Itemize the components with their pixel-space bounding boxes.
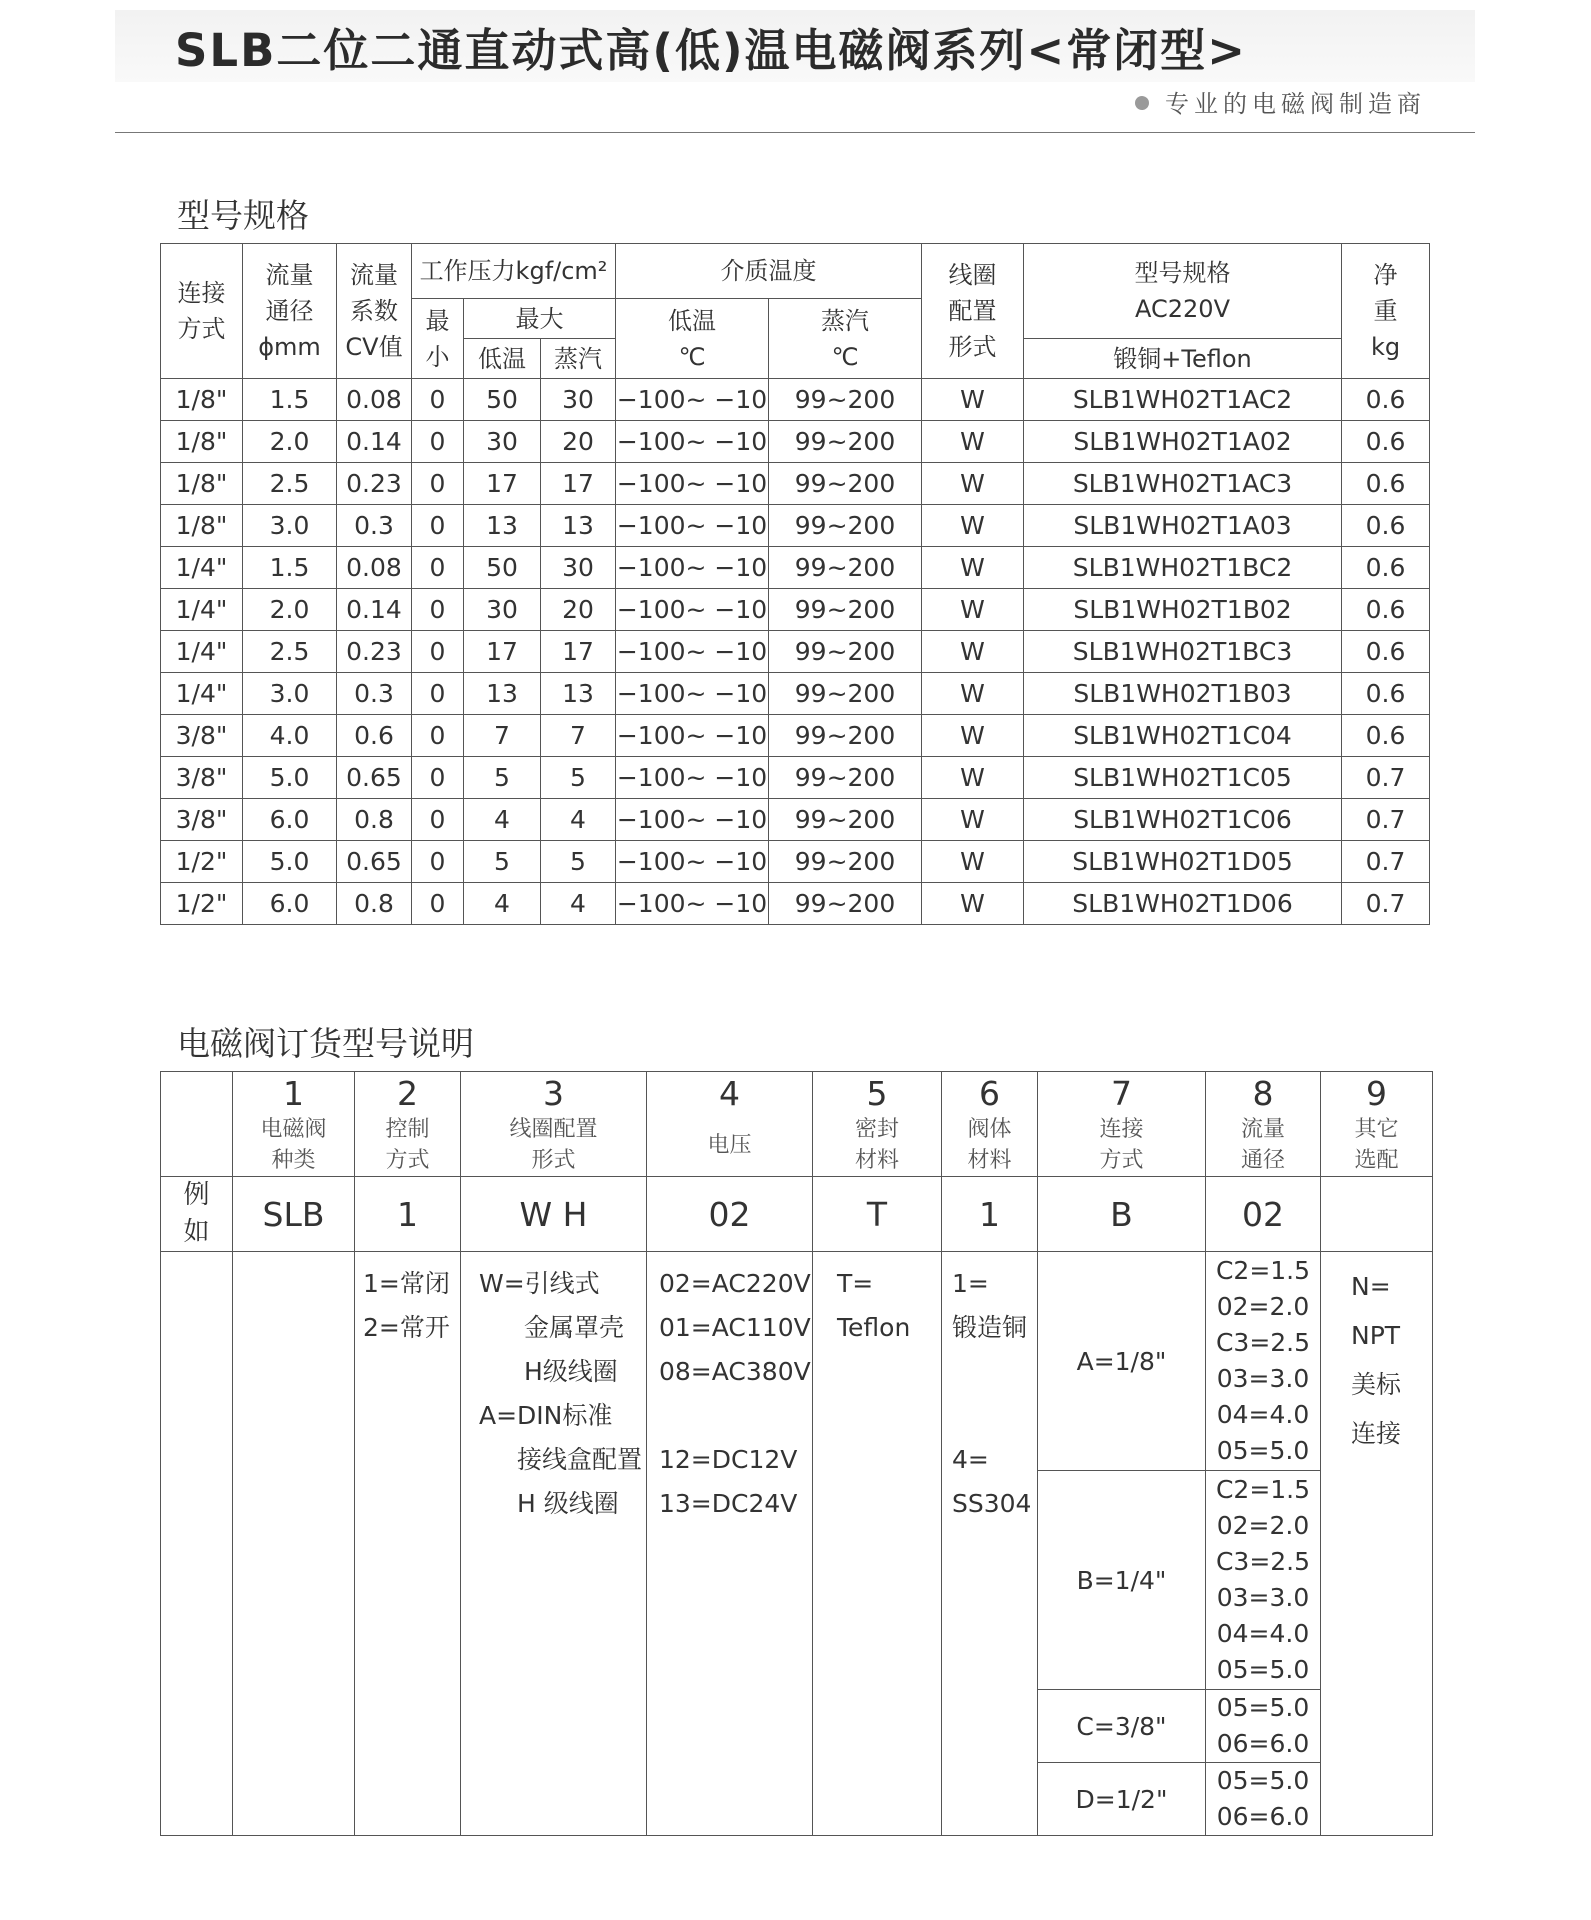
spec-cell: 50 — [464, 379, 541, 421]
spec-row — [161, 505, 1430, 547]
spec-cell: −100~ −10 — [616, 463, 769, 505]
spec-cell: 0.6 — [1342, 421, 1430, 463]
spec-cell: W — [922, 631, 1024, 673]
voltage-options: 02=AC220V 01=AC110V 08=AC380V 12=DC12V 13=DC24V — [647, 1252, 813, 1836]
spec-cell: 30 — [464, 421, 541, 463]
col-header-pressure-max: 最大 — [464, 299, 616, 339]
spec-cell: 0.6 — [1342, 673, 1430, 715]
spec-cell: 0 — [412, 841, 464, 883]
col-label: 密封 材料 — [813, 1114, 942, 1177]
col-header-pressure-min: 最小 — [412, 299, 464, 379]
example-label: 例 如 — [161, 1177, 233, 1252]
col-number: 1 — [233, 1072, 355, 1115]
col-label: 阀体 材料 — [942, 1114, 1038, 1177]
spec-cell: 99~200 — [769, 547, 922, 589]
spec-cell: 7 — [541, 715, 616, 757]
spec-cell: W — [922, 547, 1024, 589]
col-header-temp-steam: 蒸汽 ℃ — [769, 299, 922, 379]
col-header-model: 型号规格 AC220V — [1024, 244, 1342, 339]
spec-row — [161, 379, 1430, 421]
spec-cell: 2.0 — [243, 589, 337, 631]
spec-cell: 99~200 — [769, 757, 922, 799]
spec-cell: −100~ −10 — [616, 379, 769, 421]
example-value: 02 — [1206, 1177, 1321, 1252]
col-label: 其它 选配 — [1321, 1114, 1433, 1177]
col-header-model-material: 锻铜+Teflon — [1024, 339, 1342, 379]
spec-cell: 4 — [464, 883, 541, 925]
spec-row — [161, 841, 1430, 883]
col-header-coil: 线圈配置形式 — [922, 244, 1024, 379]
col-number: 9 — [1321, 1072, 1433, 1115]
type-options — [233, 1252, 355, 1836]
flow-options: C2=1.5 02=2.0 C3=2.5 03=3.0 04=4.0 05=5.0 — [1206, 1252, 1321, 1471]
coil-options: W=引线式 金属罩壳 H级线圈 A=DIN标准 接线盒配置 H 级线圈 — [461, 1252, 647, 1836]
spec-cell: 13 — [464, 505, 541, 547]
spec-cell: 3/8" — [161, 715, 243, 757]
spec-cell: 30 — [464, 589, 541, 631]
spec-cell: 5 — [541, 757, 616, 799]
spec-cell: 0 — [412, 505, 464, 547]
spec-cell: −100~ −10 — [616, 421, 769, 463]
col-number: 4 — [647, 1072, 813, 1115]
spec-cell: 17 — [464, 463, 541, 505]
spec-cell: W — [922, 673, 1024, 715]
spec-cell: 0.3 — [337, 505, 412, 547]
spec-cell: 99~200 — [769, 505, 922, 547]
spec-cell: 0.08 — [337, 379, 412, 421]
spec-cell: 50 — [464, 547, 541, 589]
example-value: T — [813, 1177, 942, 1252]
spec-cell: 99~200 — [769, 631, 922, 673]
spec-cell: SLB1WH02T1BC2 — [1024, 547, 1342, 589]
spec-cell: 17 — [541, 631, 616, 673]
spec-cell: −100~ −10 — [616, 715, 769, 757]
spec-cell: 4 — [541, 883, 616, 925]
spec-row — [161, 631, 1430, 673]
col-number: 3 — [461, 1072, 647, 1115]
col-number: 5 — [813, 1072, 942, 1115]
connection-option: D=1/2" — [1038, 1763, 1206, 1836]
spec-cell: 0.08 — [337, 547, 412, 589]
col-header-temp-low: 低温 ℃ — [616, 299, 769, 379]
flow-options: C2=1.5 02=2.0 C3=2.5 03=3.0 04=4.0 05=5.0 — [1206, 1471, 1321, 1690]
spec-cell: −100~ −10 — [616, 841, 769, 883]
spec-cell: 0.23 — [337, 463, 412, 505]
spec-cell: 3/8" — [161, 799, 243, 841]
spec-cell: 5.0 — [243, 841, 337, 883]
spec-cell: SLB1WH02T1AC3 — [1024, 463, 1342, 505]
example-value: W H — [461, 1177, 647, 1252]
spec-cell: −100~ −10 — [616, 589, 769, 631]
connection-option: A=1/8" — [1038, 1252, 1206, 1471]
spec-cell: 30 — [541, 379, 616, 421]
spec-cell: 0 — [412, 589, 464, 631]
spec-cell: 1/4" — [161, 673, 243, 715]
spec-cell: 0 — [412, 715, 464, 757]
spec-cell: 2.5 — [243, 463, 337, 505]
col-header-weight: 净重 kg — [1342, 244, 1430, 379]
col-number: 6 — [942, 1072, 1038, 1115]
col-header-flow-diameter: 流量通径 ϕmm — [243, 244, 337, 379]
col-label: 流量 通径 — [1206, 1114, 1321, 1177]
spec-cell: 0.7 — [1342, 883, 1430, 925]
spec-cell: −100~ −10 — [616, 631, 769, 673]
spec-cell: 99~200 — [769, 799, 922, 841]
spec-cell: 1/8" — [161, 421, 243, 463]
spec-cell: SLB1WH02T1B03 — [1024, 673, 1342, 715]
spec-cell: 0 — [412, 799, 464, 841]
spec-cell: 0 — [412, 547, 464, 589]
spec-cell: W — [922, 883, 1024, 925]
col-header-pressure: 工作压力kgf/cm² — [412, 244, 616, 299]
spec-cell: SLB1WH02T1C06 — [1024, 799, 1342, 841]
spec-row — [161, 547, 1430, 589]
spec-cell: 1.5 — [243, 547, 337, 589]
spec-cell: −100~ −10 — [616, 547, 769, 589]
spec-cell: 99~200 — [769, 841, 922, 883]
spec-cell: 7 — [464, 715, 541, 757]
spec-cell: 0 — [412, 631, 464, 673]
spec-cell: 0.8 — [337, 799, 412, 841]
spec-cell: SLB1WH02T1A03 — [1024, 505, 1342, 547]
spec-cell: W — [922, 799, 1024, 841]
spec-cell: 6.0 — [243, 883, 337, 925]
spec-cell: 1/4" — [161, 589, 243, 631]
spec-row — [161, 463, 1430, 505]
spec-cell: SLB1WH02T1C04 — [1024, 715, 1342, 757]
spec-cell: 1/8" — [161, 379, 243, 421]
spec-cell: 99~200 — [769, 421, 922, 463]
spec-cell: 0.6 — [1342, 589, 1430, 631]
example-value: 1 — [942, 1177, 1038, 1252]
spec-cell: −100~ −10 — [616, 673, 769, 715]
spec-cell: SLB1WH02T1AC2 — [1024, 379, 1342, 421]
spec-cell: 17 — [464, 631, 541, 673]
tagline — [1135, 84, 1426, 119]
order-code-table — [160, 1071, 1433, 1836]
header-divider — [115, 132, 1475, 133]
spec-cell: 5 — [541, 841, 616, 883]
spec-row — [161, 673, 1430, 715]
flow-options: 05=5.0 06=6.0 — [1206, 1763, 1321, 1836]
col-label: 电压 — [647, 1114, 813, 1177]
spec-cell: 0.6 — [337, 715, 412, 757]
corner-cell — [161, 1072, 233, 1177]
spec-cell: SLB1WH02T1C05 — [1024, 757, 1342, 799]
spec-cell: 0.8 — [337, 883, 412, 925]
spec-row — [161, 799, 1430, 841]
spec-cell: 99~200 — [769, 379, 922, 421]
spec-cell: 20 — [541, 421, 616, 463]
example-value: 02 — [647, 1177, 813, 1252]
spec-cell: W — [922, 463, 1024, 505]
spec-section-title: 型号规格 — [177, 196, 309, 235]
col-number: 7 — [1038, 1072, 1206, 1115]
col-header-connection: 连接方式 — [161, 244, 243, 379]
spec-cell: 5 — [464, 757, 541, 799]
spec-cell: 0 — [412, 757, 464, 799]
col-label: 线圈配置 形式 — [461, 1114, 647, 1177]
spec-cell: W — [922, 589, 1024, 631]
col-header-medium-temp: 介质温度 — [616, 244, 922, 299]
col-number: 8 — [1206, 1072, 1321, 1115]
connection-option: B=1/4" — [1038, 1471, 1206, 1690]
spec-cell: 0.6 — [1342, 379, 1430, 421]
detail-blank — [161, 1252, 233, 1836]
col-header-flow-coef: 流量系数 CV值 — [337, 244, 412, 379]
spec-cell: 0.6 — [1342, 505, 1430, 547]
spec-cell: 2.0 — [243, 421, 337, 463]
spec-cell: 17 — [541, 463, 616, 505]
spec-cell: 0 — [412, 379, 464, 421]
col-label: 电磁阀 种类 — [233, 1114, 355, 1177]
spec-cell: W — [922, 757, 1024, 799]
spec-cell: 1/4" — [161, 547, 243, 589]
spec-cell: 3.0 — [243, 505, 337, 547]
spec-cell: −100~ −10 — [616, 799, 769, 841]
spec-cell: 0.3 — [337, 673, 412, 715]
spec-cell: 99~200 — [769, 883, 922, 925]
connection-option: C=3/8" — [1038, 1690, 1206, 1763]
spec-cell: 99~200 — [769, 463, 922, 505]
spec-cell: 0.7 — [1342, 841, 1430, 883]
spec-row — [161, 757, 1430, 799]
spec-cell: 0 — [412, 883, 464, 925]
example-value: SLB — [233, 1177, 355, 1252]
spec-cell: 5 — [464, 841, 541, 883]
order-section-title: 电磁阀订货型号说明 — [177, 1024, 474, 1063]
col-label: 连接 方式 — [1038, 1114, 1206, 1177]
spec-cell: 20 — [541, 589, 616, 631]
spec-cell: 0.6 — [1342, 547, 1430, 589]
col-number: 2 — [355, 1072, 461, 1115]
page-title: SLB二位二通直动式高(低)温电磁阀系列<常闭型> — [175, 24, 1247, 77]
spec-cell: 0.7 — [1342, 757, 1430, 799]
spec-table-body — [161, 379, 1430, 925]
spec-row — [161, 883, 1430, 925]
col-header-pressure-low-temp: 低温 — [464, 339, 541, 379]
spec-cell: 13 — [464, 673, 541, 715]
spec-row — [161, 421, 1430, 463]
spec-cell: 0 — [412, 673, 464, 715]
example-value: B — [1038, 1177, 1206, 1252]
spec-cell: 13 — [541, 505, 616, 547]
spec-cell: −100~ −10 — [616, 883, 769, 925]
spec-cell: 3.0 — [243, 673, 337, 715]
col-label: 控制 方式 — [355, 1114, 461, 1177]
spec-cell: 0.65 — [337, 757, 412, 799]
spec-cell: 0 — [412, 421, 464, 463]
spec-cell: SLB1WH02T1A02 — [1024, 421, 1342, 463]
spec-cell: SLB1WH02T1D05 — [1024, 841, 1342, 883]
col-header-pressure-steam: 蒸汽 — [541, 339, 616, 379]
spec-cell: 30 — [541, 547, 616, 589]
spec-cell: 4.0 — [243, 715, 337, 757]
spec-cell: 0.23 — [337, 631, 412, 673]
spec-cell: W — [922, 715, 1024, 757]
spec-cell: 1/8" — [161, 505, 243, 547]
spec-row — [161, 589, 1430, 631]
spec-cell: 99~200 — [769, 715, 922, 757]
spec-table — [160, 243, 1430, 925]
spec-cell: 0.14 — [337, 589, 412, 631]
spec-cell: 1.5 — [243, 379, 337, 421]
flow-options: 05=5.0 06=6.0 — [1206, 1690, 1321, 1763]
spec-cell: 4 — [541, 799, 616, 841]
spec-cell: W — [922, 421, 1024, 463]
spec-cell: 0.65 — [337, 841, 412, 883]
spec-cell: 0.7 — [1342, 799, 1430, 841]
spec-cell: W — [922, 379, 1024, 421]
spec-cell: 5.0 — [243, 757, 337, 799]
spec-cell: W — [922, 841, 1024, 883]
spec-cell: SLB1WH02T1D06 — [1024, 883, 1342, 925]
tagline-text: 专业的电磁阀制造商 — [1165, 90, 1426, 118]
bullet-dot-icon — [1135, 96, 1149, 110]
spec-row — [161, 715, 1430, 757]
spec-cell: 2.5 — [243, 631, 337, 673]
other-options: N= NPT 美标 连接 — [1321, 1252, 1433, 1836]
spec-cell: 0.6 — [1342, 631, 1430, 673]
spec-cell: −100~ −10 — [616, 505, 769, 547]
spec-cell: SLB1WH02T1B02 — [1024, 589, 1342, 631]
spec-cell: 4 — [464, 799, 541, 841]
spec-cell: 1/2" — [161, 883, 243, 925]
spec-cell: SLB1WH02T1BC3 — [1024, 631, 1342, 673]
seal-options: T= Teflon — [813, 1252, 942, 1836]
spec-cell: 99~200 — [769, 673, 922, 715]
body-options: 1= 锻造铜 4= SS304 — [942, 1252, 1038, 1836]
spec-cell: 6.0 — [243, 799, 337, 841]
spec-cell: 0 — [412, 463, 464, 505]
example-value — [1321, 1177, 1433, 1252]
spec-cell: −100~ −10 — [616, 757, 769, 799]
spec-cell: 0.14 — [337, 421, 412, 463]
spec-cell: W — [922, 505, 1024, 547]
spec-cell: 1/4" — [161, 631, 243, 673]
spec-cell: 99~200 — [769, 589, 922, 631]
spec-cell: 3/8" — [161, 757, 243, 799]
spec-cell: 13 — [541, 673, 616, 715]
spec-cell: 0.6 — [1342, 715, 1430, 757]
control-options: 1=常闭 2=常开 — [355, 1252, 461, 1836]
spec-cell: 1/8" — [161, 463, 243, 505]
spec-cell: 1/2" — [161, 841, 243, 883]
example-value: 1 — [355, 1177, 461, 1252]
spec-cell: 0.6 — [1342, 463, 1430, 505]
